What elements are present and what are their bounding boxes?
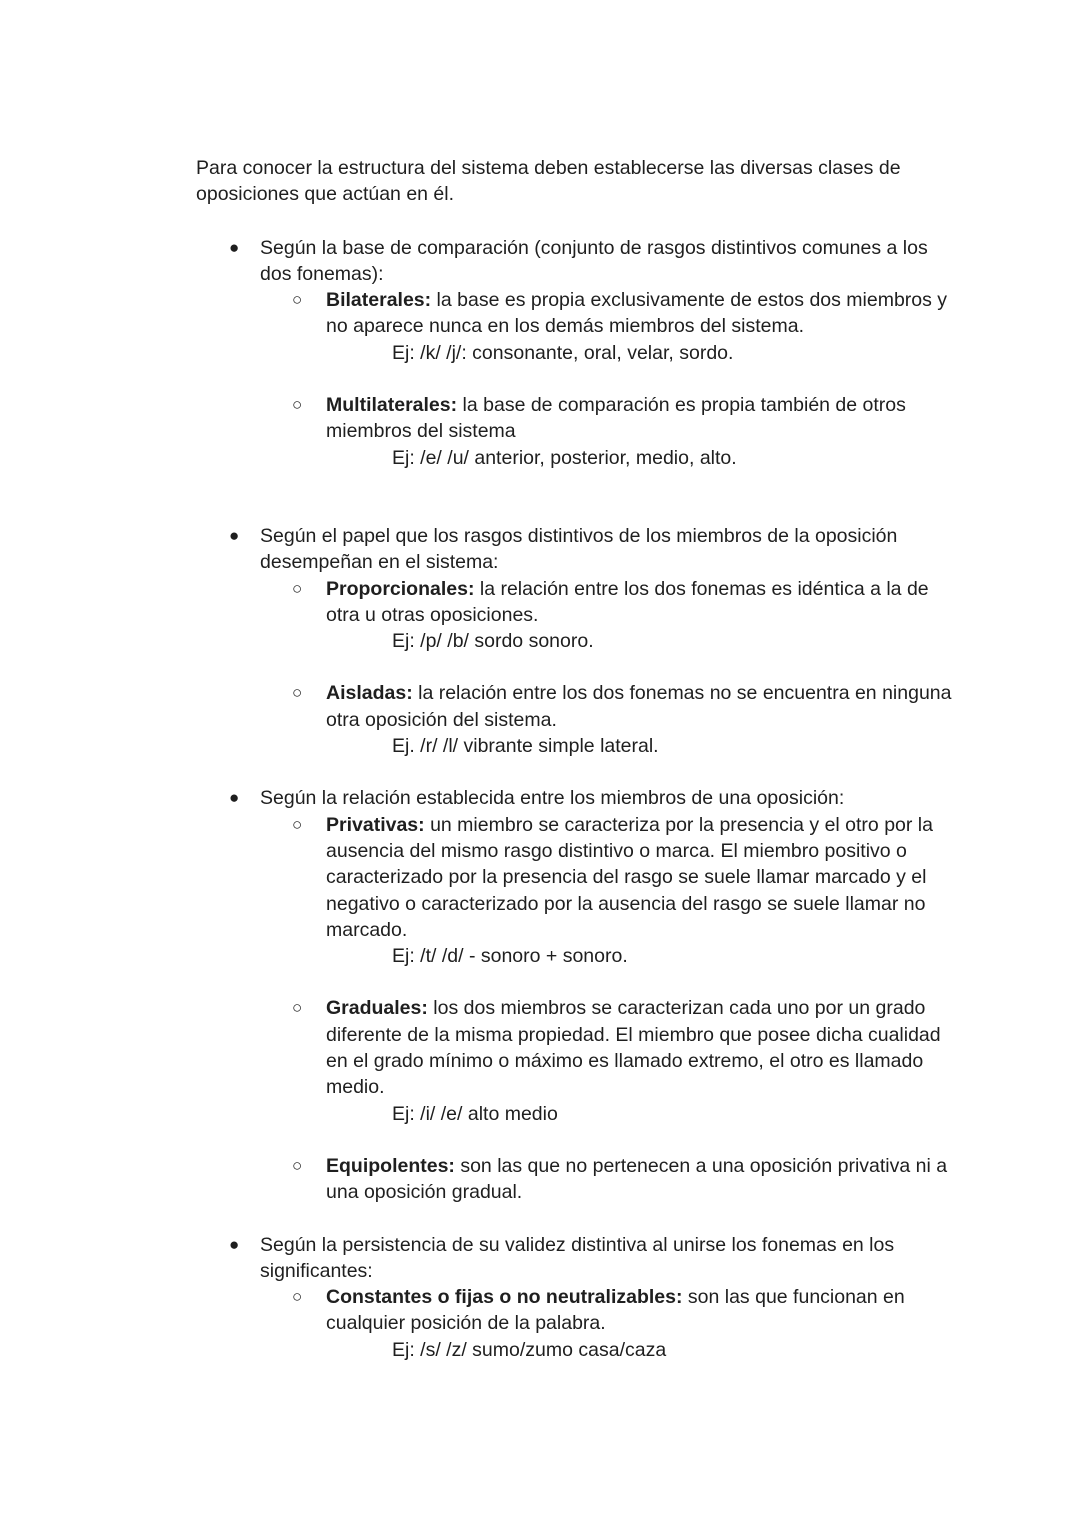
item-example: Ej: /s/ /z/ sumo/zumo casa/caza: [392, 1338, 667, 1361]
item-text: la relación entre los dos fonemas no se encuentra en ninguna otra oposición del sistema.: [326, 682, 952, 731]
circle-bullet-icon: ○: [292, 290, 303, 310]
item-term: Bilaterales:: [326, 289, 432, 312]
circle-bullet-icon: ○: [292, 1287, 303, 1307]
bullet-icon: ●: [229, 525, 240, 545]
list-item-multilaterales: [260, 392, 956, 471]
intro-paragraph: Para conocer la estructura del sistema deben establecerse las diversas clases de oposiciones que actúan en él.: [196, 157, 901, 206]
circle-bullet-icon: ○: [292, 814, 303, 834]
list-item-bilaterales: [260, 287, 956, 366]
section-heading: Según la base de comparación (conjunto de rasgos distintivos comunes a los dos fonemas):: [260, 236, 928, 285]
bullet-icon: ●: [229, 788, 240, 808]
list-item-aisladas: [260, 680, 956, 759]
section-base-comparacion: [196, 235, 956, 288]
section-heading: Según el papel que los rasgos distintivos de los miembros de la oposición desempeñan en el sistema:: [260, 524, 898, 574]
item-term: Proporcionales:: [326, 577, 475, 600]
circle-bullet-icon: ○: [292, 683, 303, 703]
section-relacion-miembros: [196, 785, 956, 811]
item-text: son las que no pertenecen a una oposición privativa ni a una oposición gradual.: [326, 1154, 948, 1204]
item-example: Ej. /r/ /l/ vibrante simple lateral.: [392, 735, 659, 758]
item-text: la relación entre los dos fonemas es idéntica a la de otra u otras oposiciones.: [326, 577, 929, 626]
circle-bullet-icon: ○: [292, 578, 303, 598]
document-page: [196, 155, 956, 1363]
item-example: Ej: /e/ /u/ anterior, posterior, medio, alto.: [392, 446, 737, 469]
section-items: [196, 287, 956, 471]
item-term: Multilaterales:: [326, 394, 458, 417]
section-items: [196, 812, 956, 1206]
item-text: un miembro se caracteriza por la presencia y el otro por la ausencia del mismo rasgo distintivo o marca. El miembro positivo o caracterizado por la presencia del rasgo se suele llamar marcado y el negativo o caracterizado por la ausencia del rasgo se suele llamar no marcado.: [326, 813, 933, 941]
item-example: Ej: /k/ /j/: consonante, oral, velar, sordo.: [392, 341, 734, 364]
circle-bullet-icon: ○: [292, 998, 303, 1018]
item-term: Graduales:: [326, 997, 428, 1020]
item-example: Ej: /i/ /e/ alto medio: [392, 1102, 558, 1125]
section-heading: Según la relación establecida entre los miembros de una oposición:: [260, 787, 845, 810]
list-item-constantes: [260, 1284, 956, 1363]
section-items: [196, 576, 956, 760]
item-term: Aisladas:: [326, 682, 413, 705]
list-item-privativas: [260, 812, 956, 970]
item-term: Constantes o fijas o no neutralizables:: [326, 1286, 683, 1309]
section-heading: Según la persistencia de su validez distintiva al unirse los fonemas en los significantes:: [260, 1233, 895, 1282]
section-papel-rasgos: [196, 523, 956, 576]
section-items: [196, 1284, 956, 1363]
item-text: la base de comparación es propia también de otros miembros del sistema: [326, 394, 906, 443]
list-item-proporcionales: [260, 576, 956, 655]
list-item-equipolentes: [260, 1153, 956, 1206]
item-term: Privativas:: [326, 813, 425, 836]
circle-bullet-icon: ○: [292, 1155, 303, 1175]
bullet-icon: ●: [229, 1234, 240, 1254]
list-item-graduales: [260, 995, 956, 1126]
item-example: Ej: /p/ /b/ sordo sonoro.: [392, 630, 594, 653]
section-persistencia-validez: [196, 1232, 956, 1285]
item-text: la base es propia exclusivamente de estos dos miembros y no aparece nunca en los demás miembros del sistema.: [326, 289, 948, 338]
item-example: Ej: /t/ /d/ - sonoro + sonoro.: [392, 945, 628, 968]
bullet-icon: ●: [229, 237, 240, 257]
item-term: Equipolentes:: [326, 1154, 455, 1177]
item-text: los dos miembros se caracterizan cada uno por un grado diferente de la misma propiedad. El miembro que posee dicha cualidad en el grado mínimo o máximo es llamado extremo, el otro es llamado medio.: [326, 997, 941, 1099]
item-text: son las que funcionan en cualquier posición de la palabra.: [326, 1286, 905, 1335]
circle-bullet-icon: ○: [292, 395, 303, 415]
